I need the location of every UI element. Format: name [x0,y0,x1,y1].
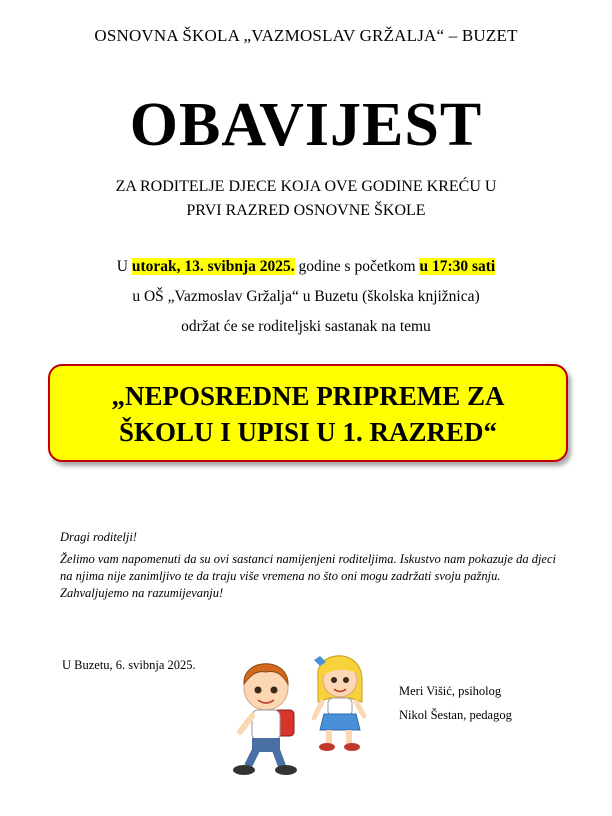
meeting-location: u OŠ „Vazmoslav Gržalja“ u Buzetu (školska knjižnica) [132,288,480,305]
meeting-time: u 17:30 sati [419,258,496,275]
meeting-date-line [0,258,612,276]
signer-pedagogue: Nikol Šestan, pedagog [399,708,512,722]
prefix-text: U [116,258,132,275]
meeting-date: utorak, 13. svibnja 2025. [131,258,295,275]
place-date: U Buzetu, 6. svibnja 2025. [62,658,196,672]
page-title: OBAVIJEST [129,91,483,159]
subtitle-line-1: ZA RODITELJE DJECE KOJA OVE GODINE KREĆU U [115,178,497,195]
topic-box [48,364,568,462]
children-walking-icon [222,640,394,780]
message-body: Želimo vam napomenuti da su ovi sastanci namijenjeni roditeljima. Iskustvo nam pokazuje da djeci na njima nije zanimljivo te da traju više vremena no što oni mogu zadržati svoju pažnju. Zahvaljujemo na razumijevanju! [60,552,556,600]
topic-intro: održat će se roditeljski sastanak na temu [181,318,431,335]
topic-line-1: „NEPOSREDNE PRIPREME ZA [111,381,505,411]
signer-psychologist: Meri Višić, psiholog [399,684,502,698]
topic-line-2: ŠKOLU I UPISI U 1. RAZRED“ [118,417,498,447]
girl-figure [314,656,364,751]
greeting: Dragi roditelji! [60,530,137,544]
subtitle-line-2: PRVI RAZRED OSNOVNE ŠKOLE [186,202,426,219]
middle-text: godine s početkom [294,258,420,275]
school-name: OSNOVNA ŠKOLA „VAZMOSLAV GRŽALJA“ – BUZET [94,26,518,45]
boy-figure [233,664,297,775]
